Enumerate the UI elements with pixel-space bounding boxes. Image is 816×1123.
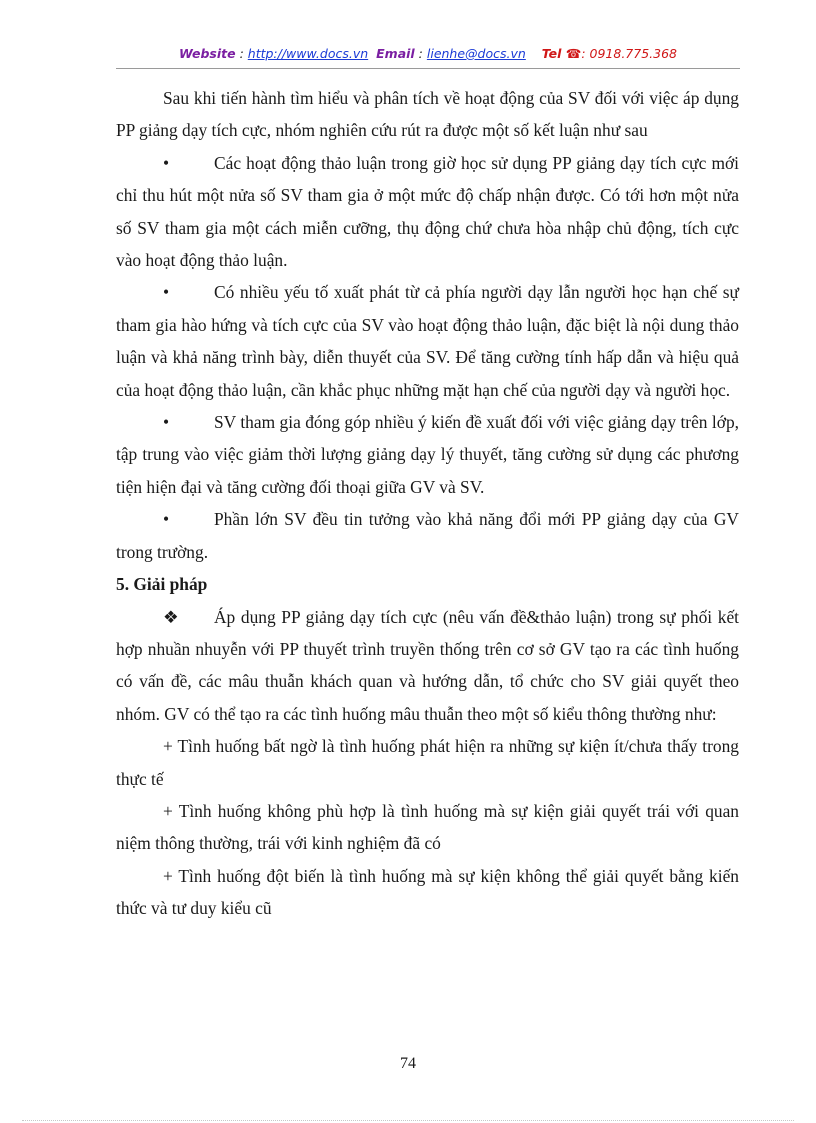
tel-label: Tel ☎ bbox=[541, 46, 582, 61]
email-link[interactable]: lienhe@docs.vn bbox=[426, 46, 526, 61]
website-link[interactable]: http://www.docs.vn bbox=[247, 46, 369, 61]
bullet-text: Các hoạt động thảo luận trong giờ học sử dụng PP giảng dạy tích cực mới chỉ thu hút một nửa số SV tham gia ở một mức độ chấp nhận được. Có tới hơn một nửa số SV tham gia một cách miễn cưỡng, thụ động chứ chưa hòa nhập chủ động, tích cực vào hoạt động thảo luận. bbox=[116, 152, 739, 271]
website-separator: : bbox=[235, 46, 248, 61]
section-heading: 5. Giải pháp bbox=[116, 574, 208, 595]
page-header bbox=[116, 46, 740, 66]
tel-number: : 0918.775.368 bbox=[581, 46, 677, 61]
situation-item: + Tình huống không phù hợp là tình huống mà sự kiện giải quyết trái với quan niệm thông thường, trái với kinh nghiệm đã có bbox=[116, 800, 739, 854]
bullet-text: Có nhiều yếu tố xuất phát từ cả phía người dạy lẫn người học hạn chế sự tham gia hào hứng và tích cực của SV vào hoạt động thảo luận, đặc biệt là nội dung thảo luận và khả năng trình bày, diễn thuyết của SV. Để tăng cường tính hấp dẫn và hiệu quả của hoạt động thảo luận, cần khắc phục những mặt hạn chế của người dạy và người học. bbox=[116, 282, 739, 400]
bullet-item bbox=[116, 406, 739, 503]
bullet-marker: • bbox=[163, 509, 170, 530]
document-body bbox=[116, 82, 739, 925]
diamond-bullet-icon: ❖ bbox=[163, 606, 179, 627]
email-label: Email bbox=[376, 46, 415, 61]
page-bottom-border bbox=[22, 1120, 794, 1121]
bullet-marker: • bbox=[163, 282, 170, 303]
bullet-item bbox=[116, 147, 739, 277]
header-divider bbox=[116, 68, 740, 69]
situation-item: + Tình huống đột biến là tình huống mà sự kiện không thể giải quyết bằng kiến thức và tư duy kiểu cũ bbox=[116, 865, 739, 919]
page-number: 74 bbox=[400, 1055, 416, 1072]
bullet-text: SV tham gia đóng góp nhiều ý kiến đề xuất đối với việc giảng dạy trên lớp, tập trung vào việc giảm thời lượng giảng dạy lý thuyết, tăng cường sử dụng các phương tiện hiện đại và tăng cường đối thoại giữa GV và SV. bbox=[116, 412, 739, 497]
website-label: Website bbox=[179, 46, 236, 61]
email-separator: : bbox=[414, 46, 427, 61]
bullet-text: Phần lớn SV đều tin tưởng vào khả năng đổi mới PP giảng dạy của GV trong trường. bbox=[116, 509, 739, 562]
situation-item: + Tình huống bất ngờ là tình huống phát hiện ra những sự kiện ít/chưa thấy trong thực tế bbox=[116, 736, 739, 789]
bullet-marker: • bbox=[163, 412, 170, 433]
bullet-marker: • bbox=[163, 152, 170, 173]
solution-text: Áp dụng PP giảng dạy tích cực (nêu vấn đề&thảo luận) trong sự phối kết hợp nhuần nhuyễn với PP thuyết trình truyền thống trên cơ sở GV tạo ra các tình huống có vấn đề, các mâu thuẫn khách quan và hướng dẫn, tổ chức cho SV giải quyết theo nhóm. GV có thể tạo ra các tình huống mâu thuẫn theo một số kiểu thông thường như: bbox=[116, 606, 739, 724]
intro-paragraph: Sau khi tiến hành tìm hiểu và phân tích về hoạt động của SV đối với việc áp dụng PP giảng dạy tích cực, nhóm nghiên cứu rút ra được một số kết luận như sau bbox=[116, 88, 739, 141]
bullet-item bbox=[116, 276, 739, 406]
bullet-item bbox=[116, 503, 739, 568]
solution-item bbox=[116, 601, 739, 731]
